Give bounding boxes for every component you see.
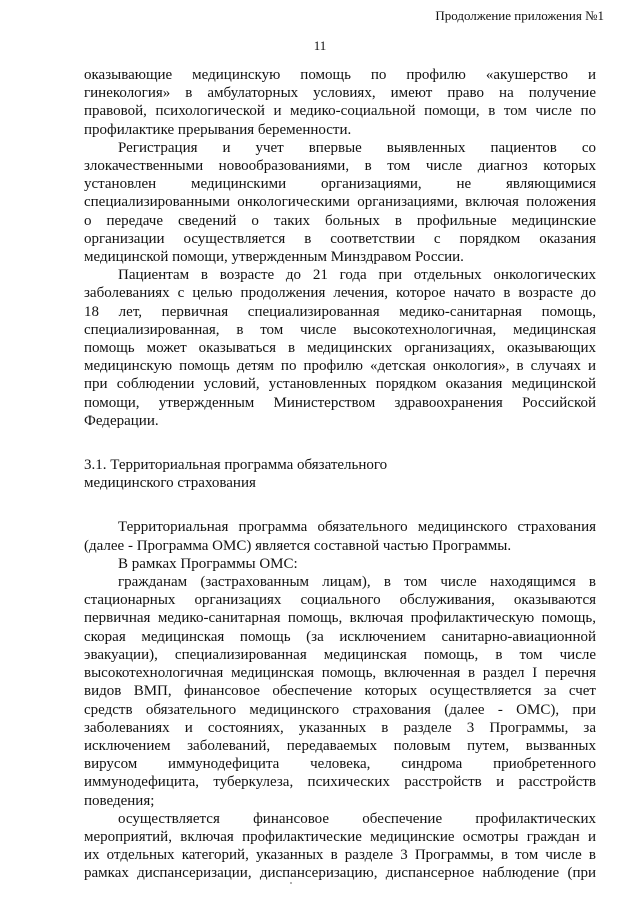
paragraph-line: Территориальная программа обязательного медицинского страхования [118,519,596,536]
section-heading-line-1: 3.1. Территориальная программа обязательного [84,457,388,474]
paragraph-line: первичная медико-санитарная помощь, включая профилактическую помощь, [84,610,596,627]
scan-speck [290,882,292,884]
paragraph-line: гинекология» в амбулаторных условиях, имеют право на получение [84,85,596,102]
paragraph-line: осуществляется финансовое обеспечение профилактических [118,810,596,827]
paragraph-line: (далее - Программа ОМС) является составной частью Программы. [84,537,512,554]
paragraph-line: Федерации. [84,412,159,429]
paragraph-line: организации осуществляется в соответствии с порядком оказания [84,230,596,247]
paragraph-line: рамках диспансеризации, диспансеризацию, диспансерное наблюдение (при [84,865,596,882]
paragraph-line: помощь может оказываться в медицинских организациях, оказывающих [84,340,596,357]
paragraph-line: оказывающие медицинскую помощь по профилю «акушерство и [84,67,596,83]
paragraph-3 [84,266,596,430]
paragraph-line: установлен медицинскими организациями, не являющимися [84,176,596,193]
spacer [84,430,596,456]
document-body [84,66,596,883]
paragraph-line: средств обязательного медицинского страхования (далее - ОМС), при [84,701,596,718]
paragraph-line: эвакуации), специализированная медицинская помощь, в том числе [84,646,596,663]
paragraph-line: специализированными онкологическими организациями, включая положения [84,194,596,211]
paragraph-line: Регистрация и учет впервые выявленных пациентов со [118,139,596,156]
paragraph-line: гражданам (застрахованным лицам), в том числе находящимся в [118,574,596,591]
paragraph-4 [84,518,596,554]
paragraph-1 [84,66,596,139]
paragraph-line: высокотехнологичная медицинская помощь, включенная в раздел I перечня [84,665,596,682]
page-number: 11 [313,38,327,53]
paragraph-line: поведения; [84,792,155,809]
paragraph-line: медицинской помощи, утвержденным Минздравом России. [84,249,464,266]
paragraph-line: вирусом иммунодефицита человека, синдрома приобретенного [84,756,596,773]
paragraph-line: медицинскую помощь детям по профилю «детская онкология», в случаях и [84,358,596,375]
paragraph-line: при соблюдении условий, установленных порядком оказания медицинской [84,376,596,393]
paragraph-line: о передаче сведений о таких больных в профильные медицинские [84,212,596,229]
paragraph-line: заболеваниях с целью продолжения лечения, которое начато в возрасте до [84,285,596,302]
spacer [84,492,596,518]
paragraph-line: иммунодефицита, туберкулеза, психических расстройств и расстройств [84,774,596,791]
paragraph-line: профилактике прерывания беременности. [84,121,352,138]
section-heading-line-2: медицинского страхования [84,475,256,492]
paragraph-line: исключением заболеваний, передаваемых половым путем, вызванных [84,737,596,754]
paragraph-2 [84,139,596,266]
paragraph-6 [84,573,596,810]
paragraph-line: их отдельных категорий, указанных в разделе 3 Программы, в том числе в [84,847,596,864]
paragraph-line: скорая медицинская помощь (за исключением санитарно-авиационной [84,628,596,645]
paragraph-line: правовой, психологической и медико-социальной помощи, в том числе по [84,103,596,120]
paragraph-line: стационарных организациях социального обслуживания, оказываются [84,592,596,609]
paragraph-line: видов ВМП, финансовое обеспечение которых осуществляется за счет [84,683,596,700]
paragraph-7 [84,810,596,883]
paragraph-line: 18 лет, первичная специализированная медико-санитарная помощь, [84,303,596,320]
paragraph-line: заболеваниях и состояниях, указанных в разделе 3 Программы, за [84,719,596,736]
paragraph-line: специализированная, в том числе высокотехнологичная, медицинская [84,321,596,338]
paragraph-line: В рамках Программы ОМС: [118,555,298,572]
paragraph-line: мероприятий, включая профилактические медицинские осмотры граждан и [84,828,596,845]
paragraph-line: Пациентам в возрасте до 21 года при отдельных онкологических [118,267,596,284]
paragraph-line: злокачественными новообразованиями, в том числе диагноз которых [84,158,596,175]
paragraph-line: помощи, утвержденным Министерством здравоохранения Российской [84,394,596,411]
appendix-note: Продолжение приложения №1 [435,8,604,23]
paragraph-5 [84,555,596,573]
